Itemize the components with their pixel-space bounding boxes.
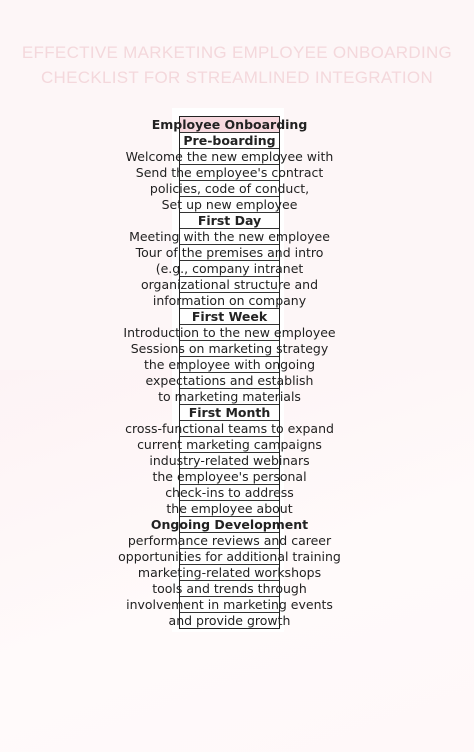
checklist-item: Introduction to the new employee xyxy=(123,325,336,340)
table-rows xyxy=(118,133,341,628)
checklist-item: Tour of the premises and intro xyxy=(135,245,324,260)
checklist-table xyxy=(118,116,341,629)
checklist-item: Sessions on marketing strategy xyxy=(130,341,329,356)
checklist-item: information on company xyxy=(152,293,307,308)
title-line-1: EFFECTIVE MARKETING EMPLOYEE ONBOARDING xyxy=(21,43,453,62)
checklist-item: Welcome the new employee with xyxy=(125,149,334,164)
checklist-item: Send the employee's contract xyxy=(135,165,324,180)
checklist-item: the employee's personal xyxy=(152,469,307,484)
checklist-item: current marketing campaigns xyxy=(137,437,322,452)
section-heading: Pre-boarding xyxy=(180,133,279,149)
checklist-item: performance reviews and career xyxy=(127,533,332,548)
page-title xyxy=(0,40,474,90)
checklist-item: cross-functional teams to expand xyxy=(125,421,334,436)
section-heading: First Day xyxy=(180,213,279,229)
section-heading: First Week xyxy=(180,309,279,325)
checklist-item: the employee about xyxy=(166,501,293,516)
table-header: Employee Onboarding xyxy=(151,117,308,132)
checklist-item: and provide growth xyxy=(168,613,291,628)
section-heading: Ongoing Development xyxy=(150,517,309,532)
checklist-item: (e.g., company intranet xyxy=(155,261,304,276)
checklist-item: to marketing materials xyxy=(158,389,301,404)
checklist-item: check-ins to address xyxy=(165,485,294,500)
checklist-item: Set up new employee xyxy=(161,197,298,212)
checklist-item: expectations and establish xyxy=(145,373,314,388)
checklist-item: Meeting with the new employee xyxy=(129,229,330,244)
checklist-item: tools and trends through xyxy=(152,581,307,596)
checklist-item: organizational structure and xyxy=(140,277,319,292)
title-line-2: CHECKLIST FOR STREAMLINED INTEGRATION xyxy=(40,68,434,87)
checklist-item: involvement in marketing events xyxy=(126,597,333,612)
checklist-item: marketing-related workshops xyxy=(137,565,322,580)
section-heading: First Month xyxy=(180,405,279,421)
checklist-item: industry-related webinars xyxy=(149,453,310,468)
checklist-item: policies, code of conduct, xyxy=(149,181,310,196)
checklist-item: opportunities for additional training xyxy=(118,549,341,564)
checklist-item: the employee with ongoing xyxy=(143,357,316,372)
